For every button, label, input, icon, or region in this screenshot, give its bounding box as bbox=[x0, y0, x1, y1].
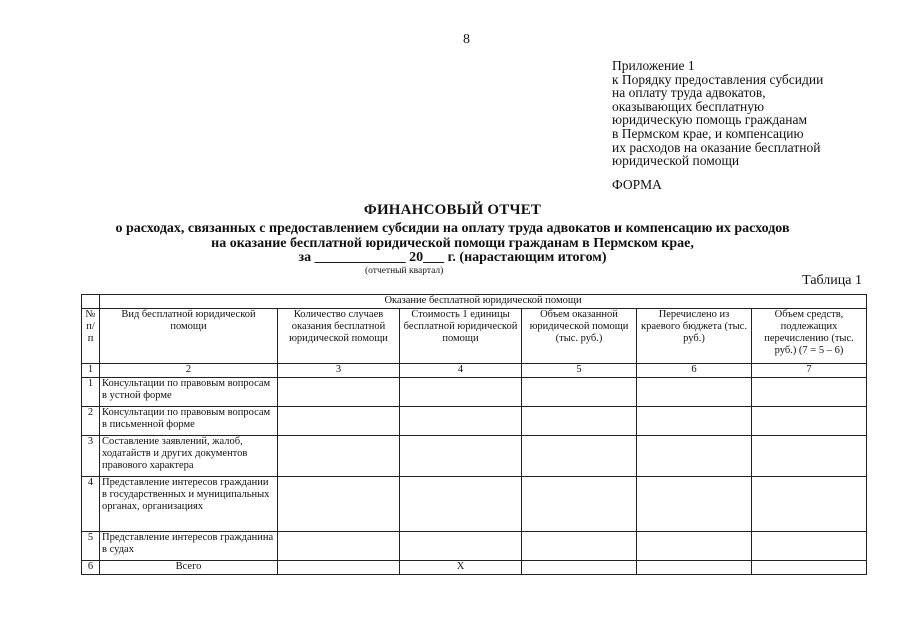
cell-volume[interactable] bbox=[522, 477, 637, 532]
cell-count[interactable] bbox=[278, 407, 400, 436]
row-number: 1 bbox=[82, 378, 100, 407]
appendix-line: их расходов на оказание бесплатной bbox=[612, 139, 821, 155]
row-number: 2 bbox=[82, 407, 100, 436]
row-type: Представление интересов граждании в государственных и муниципальных органах, организациях bbox=[100, 477, 278, 532]
cell-volume[interactable] bbox=[522, 532, 637, 561]
cell-to-transfer[interactable] bbox=[752, 378, 867, 407]
col-header-volume: Объем оказанной юридической помощи (тыс. руб.) bbox=[522, 309, 637, 364]
col-index: 6 bbox=[637, 364, 752, 378]
table-row bbox=[82, 532, 867, 561]
cell-volume[interactable] bbox=[522, 561, 637, 575]
group-header: Оказание бесплатной юридической помощи bbox=[100, 295, 867, 309]
cell-unit-cost[interactable] bbox=[400, 436, 522, 477]
cell-count[interactable] bbox=[278, 436, 400, 477]
subtitle-line-1: о расходах, связанных с предоставлением субсидии на оплату труда адвокатов и компенсацию их расходов bbox=[115, 221, 790, 236]
cell-transferred[interactable] bbox=[637, 407, 752, 436]
cell-transferred[interactable] bbox=[637, 532, 752, 561]
column-index-row bbox=[82, 364, 867, 378]
row-type: Консультации по правовым вопросам в письменной форме bbox=[100, 407, 278, 436]
column-header-row bbox=[82, 309, 867, 364]
appendix-line: юридическую помощь гражданам bbox=[612, 112, 808, 128]
col-index: 4 bbox=[400, 364, 522, 378]
col-header-unit-cost: Стоимость 1 единицы бесплатной юридической помощи bbox=[400, 309, 522, 364]
table-row bbox=[82, 378, 867, 407]
report-table bbox=[81, 294, 867, 575]
cell-unit-cost[interactable] bbox=[400, 378, 522, 407]
cell-to-transfer[interactable] bbox=[752, 532, 867, 561]
cell-volume[interactable] bbox=[522, 378, 637, 407]
period-note: (отчетный квартал) bbox=[365, 266, 444, 276]
appendix-line: оказывающих бесплатную bbox=[612, 98, 765, 114]
appendix-line: Приложение 1 bbox=[612, 58, 695, 73]
col-header-to-transfer: Объем средств, подлежащих перечислению (тыс. руб.) (7 = 5 – 6) bbox=[752, 309, 867, 364]
cell-to-transfer[interactable] bbox=[752, 436, 867, 477]
cell-volume[interactable] bbox=[522, 436, 637, 477]
col-index: 3 bbox=[278, 364, 400, 378]
cell-to-transfer[interactable] bbox=[752, 477, 867, 532]
col-index: 1 bbox=[82, 364, 100, 378]
group-header-spacer bbox=[82, 295, 100, 309]
row-type: Составление заявлений, жалоб, ходатайств и других документов правового характера bbox=[100, 436, 278, 477]
col-index: 5 bbox=[522, 364, 637, 378]
table-row bbox=[82, 436, 867, 477]
cell-to-transfer[interactable] bbox=[752, 561, 867, 575]
report-subtitle bbox=[0, 222, 905, 266]
cell-transferred[interactable] bbox=[637, 436, 752, 477]
cell-transferred[interactable] bbox=[637, 561, 752, 575]
group-header-row bbox=[82, 295, 867, 309]
subtitle-line-3: за _____________ 20___ г. (нарастающим итогом) bbox=[298, 250, 607, 265]
row-number: 4 bbox=[82, 477, 100, 532]
appendix-block bbox=[612, 59, 823, 168]
cell-count[interactable] bbox=[278, 378, 400, 407]
page-number: 8 bbox=[463, 32, 470, 47]
cell-transferred[interactable] bbox=[637, 477, 752, 532]
col-header-type: Вид бесплатной юридической помощи bbox=[100, 309, 278, 364]
appendix-line: на оплату труда адвокатов, bbox=[612, 85, 766, 101]
table-row bbox=[82, 407, 867, 436]
cell-unit-cost: X bbox=[400, 561, 522, 575]
table-row-total bbox=[82, 561, 867, 575]
cell-unit-cost[interactable] bbox=[400, 407, 522, 436]
cell-count[interactable] bbox=[278, 477, 400, 532]
report-title: ФИНАНСОВЫЙ ОТЧЕТ bbox=[363, 202, 542, 218]
cell-to-transfer[interactable] bbox=[752, 407, 867, 436]
col-index: 7 bbox=[752, 364, 867, 378]
form-label: ФОРМА bbox=[612, 177, 662, 192]
appendix-line: юридической помощи bbox=[612, 153, 740, 169]
row-type: Консультации по правовым вопросам в устной форме bbox=[100, 378, 278, 407]
col-index: 2 bbox=[100, 364, 278, 378]
table-label: Таблица 1 bbox=[802, 273, 862, 288]
table-row bbox=[82, 477, 867, 532]
cell-unit-cost[interactable] bbox=[400, 532, 522, 561]
col-header-transferred: Перечислено из краевого бюджета (тыс. руб.) bbox=[637, 309, 752, 364]
row-type: Представление интересов гражданина в судах bbox=[100, 532, 278, 561]
appendix-line: к Порядку предоставления субсидии bbox=[612, 71, 824, 87]
cell-unit-cost[interactable] bbox=[400, 477, 522, 532]
subtitle-line-2: на оказание бесплатной юридической помощи гражданам в Пермском крае, bbox=[211, 235, 694, 251]
row-number: 6 bbox=[82, 561, 100, 575]
col-header-count: Количество случаев оказания бесплатной юридической помощи bbox=[278, 309, 400, 364]
row-number: 3 bbox=[82, 436, 100, 477]
col-header-num: № п/п bbox=[82, 309, 100, 364]
cell-count[interactable] bbox=[278, 532, 400, 561]
cell-transferred[interactable] bbox=[637, 378, 752, 407]
cell-volume[interactable] bbox=[522, 407, 637, 436]
row-number: 5 bbox=[82, 532, 100, 561]
appendix-line: в Пермском крае, и компенсацию bbox=[612, 125, 804, 141]
cell-count[interactable] bbox=[278, 561, 400, 575]
row-type: Всего bbox=[100, 561, 278, 575]
